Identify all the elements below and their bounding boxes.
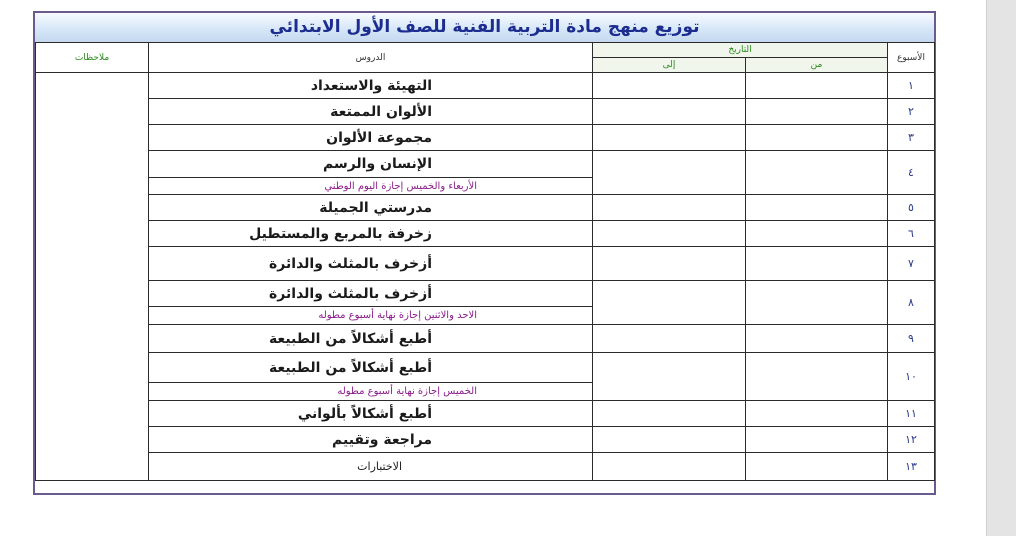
date-from-cell[interactable]	[746, 221, 888, 247]
table-row	[36, 151, 935, 178]
header-to: إلى	[593, 58, 746, 73]
date-from-cell[interactable]	[746, 353, 888, 401]
week-number: ٢	[888, 99, 935, 125]
date-to-cell[interactable]	[593, 427, 746, 453]
lesson-cell: مراجعة وتقييم	[149, 427, 593, 453]
header-notes: ملاحظات	[36, 43, 149, 73]
table-row	[36, 73, 935, 99]
date-from-cell[interactable]	[746, 247, 888, 281]
week-number: ١	[888, 73, 935, 99]
lesson-cell: الألوان الممتعة	[149, 99, 593, 125]
header-lessons: الدروس	[149, 43, 593, 73]
table-row	[36, 353, 935, 383]
table-row	[36, 325, 935, 353]
date-to-cell[interactable]	[593, 195, 746, 221]
table-row	[36, 401, 935, 427]
week-number: ٤	[888, 151, 935, 195]
table-row	[36, 221, 935, 247]
lesson-cell: التهيئة والاستعداد	[149, 73, 593, 99]
date-to-cell[interactable]	[593, 281, 746, 325]
date-to-cell[interactable]	[593, 453, 746, 481]
table-row	[36, 125, 935, 151]
week-number: ١٣	[888, 453, 935, 481]
holiday-note: الأربعاء والخميس إجازة اليوم الوطني	[149, 178, 593, 195]
date-to-cell[interactable]	[593, 99, 746, 125]
date-from-cell[interactable]	[746, 453, 888, 481]
week-number: ١١	[888, 401, 935, 427]
notes-cell[interactable]	[36, 73, 149, 481]
date-from-cell[interactable]	[746, 99, 888, 125]
lesson-cell: أزخرف بالمثلث والدائرة	[149, 247, 593, 281]
week-number: ١٠	[888, 353, 935, 401]
lesson-cell: أطبع أشكالاً من الطبيعة	[149, 353, 593, 383]
lesson-cell: مجموعة الألوان	[149, 125, 593, 151]
lesson-cell: أزخرف بالمثلث والدائرة	[149, 281, 593, 307]
lesson-cell: أطبع أشكالاً بألواني	[149, 401, 593, 427]
week-number: ٨	[888, 281, 935, 325]
week-number: ٣	[888, 125, 935, 151]
curriculum-sheet	[33, 11, 936, 495]
week-number: ٥	[888, 195, 935, 221]
date-to-cell[interactable]	[593, 221, 746, 247]
lesson-cell: زخرفة بالمربع والمستطيل	[149, 221, 593, 247]
header-week: الأسبوع	[888, 43, 935, 73]
vertical-scrollbar[interactable]	[986, 0, 1016, 536]
date-to-cell[interactable]	[593, 73, 746, 99]
date-to-cell[interactable]	[593, 353, 746, 401]
curriculum-table	[35, 42, 935, 481]
table-row	[36, 453, 935, 481]
date-from-cell[interactable]	[746, 401, 888, 427]
week-number: ٩	[888, 325, 935, 353]
date-from-cell[interactable]	[746, 195, 888, 221]
table-row	[36, 427, 935, 453]
header-date: التاريخ	[593, 43, 888, 58]
date-to-cell[interactable]	[593, 401, 746, 427]
lesson-cell: مدرستي الجميلة	[149, 195, 593, 221]
date-from-cell[interactable]	[746, 325, 888, 353]
holiday-note: الخميس إجازة نهاية أسبوع مطوله	[149, 383, 593, 401]
table-row	[36, 281, 935, 307]
date-to-cell[interactable]	[593, 247, 746, 281]
table-row	[36, 247, 935, 281]
date-to-cell[interactable]	[593, 125, 746, 151]
week-number: ١٢	[888, 427, 935, 453]
date-from-cell[interactable]	[746, 151, 888, 195]
date-from-cell[interactable]	[746, 281, 888, 325]
date-from-cell[interactable]	[746, 125, 888, 151]
lesson-cell: الاختبارات	[149, 453, 593, 481]
week-number: ٦	[888, 221, 935, 247]
week-number: ٧	[888, 247, 935, 281]
table-row	[36, 99, 935, 125]
table-row	[36, 195, 935, 221]
date-from-cell[interactable]	[746, 427, 888, 453]
holiday-note: الاحد والاثنين إجازة نهاية أسبوع مطوله	[149, 307, 593, 325]
lesson-cell: الإنسان والرسم	[149, 151, 593, 178]
date-to-cell[interactable]	[593, 325, 746, 353]
header-from: من	[746, 58, 888, 73]
date-to-cell[interactable]	[593, 151, 746, 195]
date-from-cell[interactable]	[746, 73, 888, 99]
sheet-title: توزيع منهج مادة التربية الفنية للصف الأول الابتدائي	[35, 13, 934, 43]
lesson-cell: أطبع أشكالاً من الطبيعة	[149, 325, 593, 353]
